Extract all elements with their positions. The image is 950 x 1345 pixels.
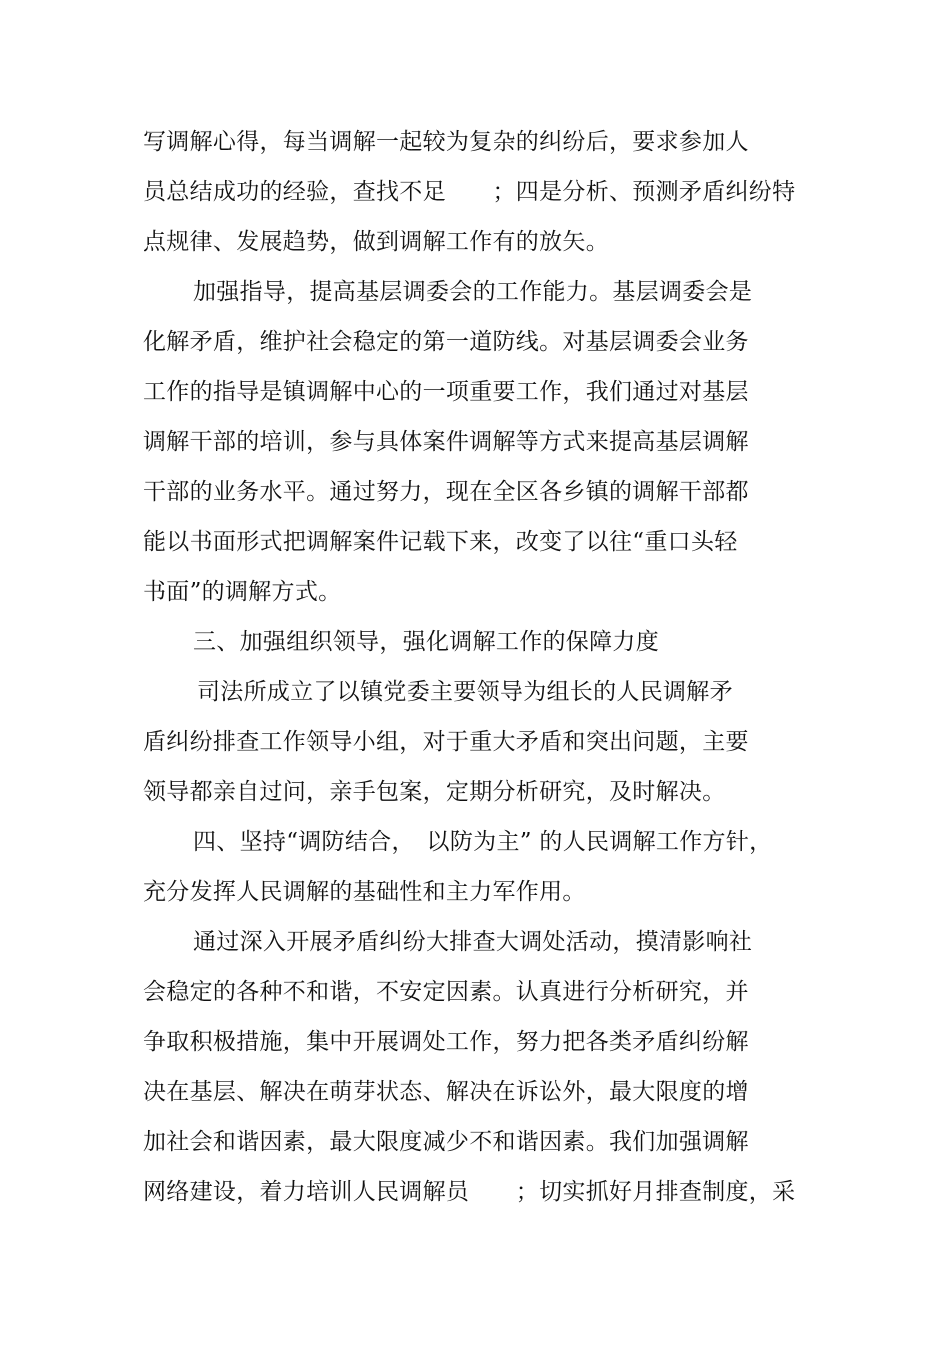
text-line: 干部的业务水平。通过努力，现在全区各乡镇的调解干部都 [143,479,749,505]
text-line: 点规律、发展趋势，做到调解工作有的放矢。 [143,229,609,255]
text-line: 充分发挥人民调解的基础性和主力军作用。 [143,879,586,905]
paragraph-start-line: 加强指导，提高基层调委会的工作能力。基层调委会是 [193,279,753,305]
text-line: 写调解心得，每当调解一起较为复杂的纠纷后，要求参加人 [143,129,749,155]
paragraph-start-line: 通过深入开展矛盾纠纷大排查大调处活动，摸清影响社 [193,929,753,955]
text-line: 盾纠纷排查工作领导小组，对于重大矛盾和突出问题，主要 [143,729,749,755]
text-line: 加社会和谐因素，最大限度减少不和谐因素。我们加强调解 [143,1129,749,1155]
text-line: 能以书面形式把调解案件记载下来，改变了以往“重口头轻 [143,529,738,555]
text-line: 工作的指导是镇调解中心的一项重要工作，我们通过对基层 [143,379,749,405]
text-line: 化解矛盾，维护社会稳定的第一道防线。对基层调委会业务 [143,329,749,355]
text-line: 决在基层、解决在萌芽状态、解决在诉讼外，最大限度的增 [143,1079,749,1105]
section-heading: 四、坚持“调防结合， 以防为主” 的人民调解工作方针， [193,829,773,855]
text-line: 员总结成功的经验，查找不足 ；四是分析、预测矛盾纠纷特 [143,179,796,205]
text-line: 网络建设，着力培训人民调解员 ；切实抓好月排查制度，采 [143,1179,796,1205]
text-line: 会稳定的各种不和谐，不安定因素。认真进行分析研究，并 [143,979,749,1005]
paragraph-start-line: 司法所成立了以镇党委主要领导为组长的人民调解矛 [197,679,733,705]
section-heading: 三、加强组织领导，强化调解工作的保障力度 [193,629,659,655]
text-line: 争取积极措施，集中开展调处工作，努力把各类矛盾纠纷解 [143,1029,749,1055]
text-line: 书面”的调解方式。 [143,579,342,605]
text-line: 领导都亲自过问，亲手包案，定期分析研究，及时解决。 [143,779,726,805]
text-line: 调解干部的培训，参与具体案件调解等方式来提高基层调解 [143,429,749,455]
